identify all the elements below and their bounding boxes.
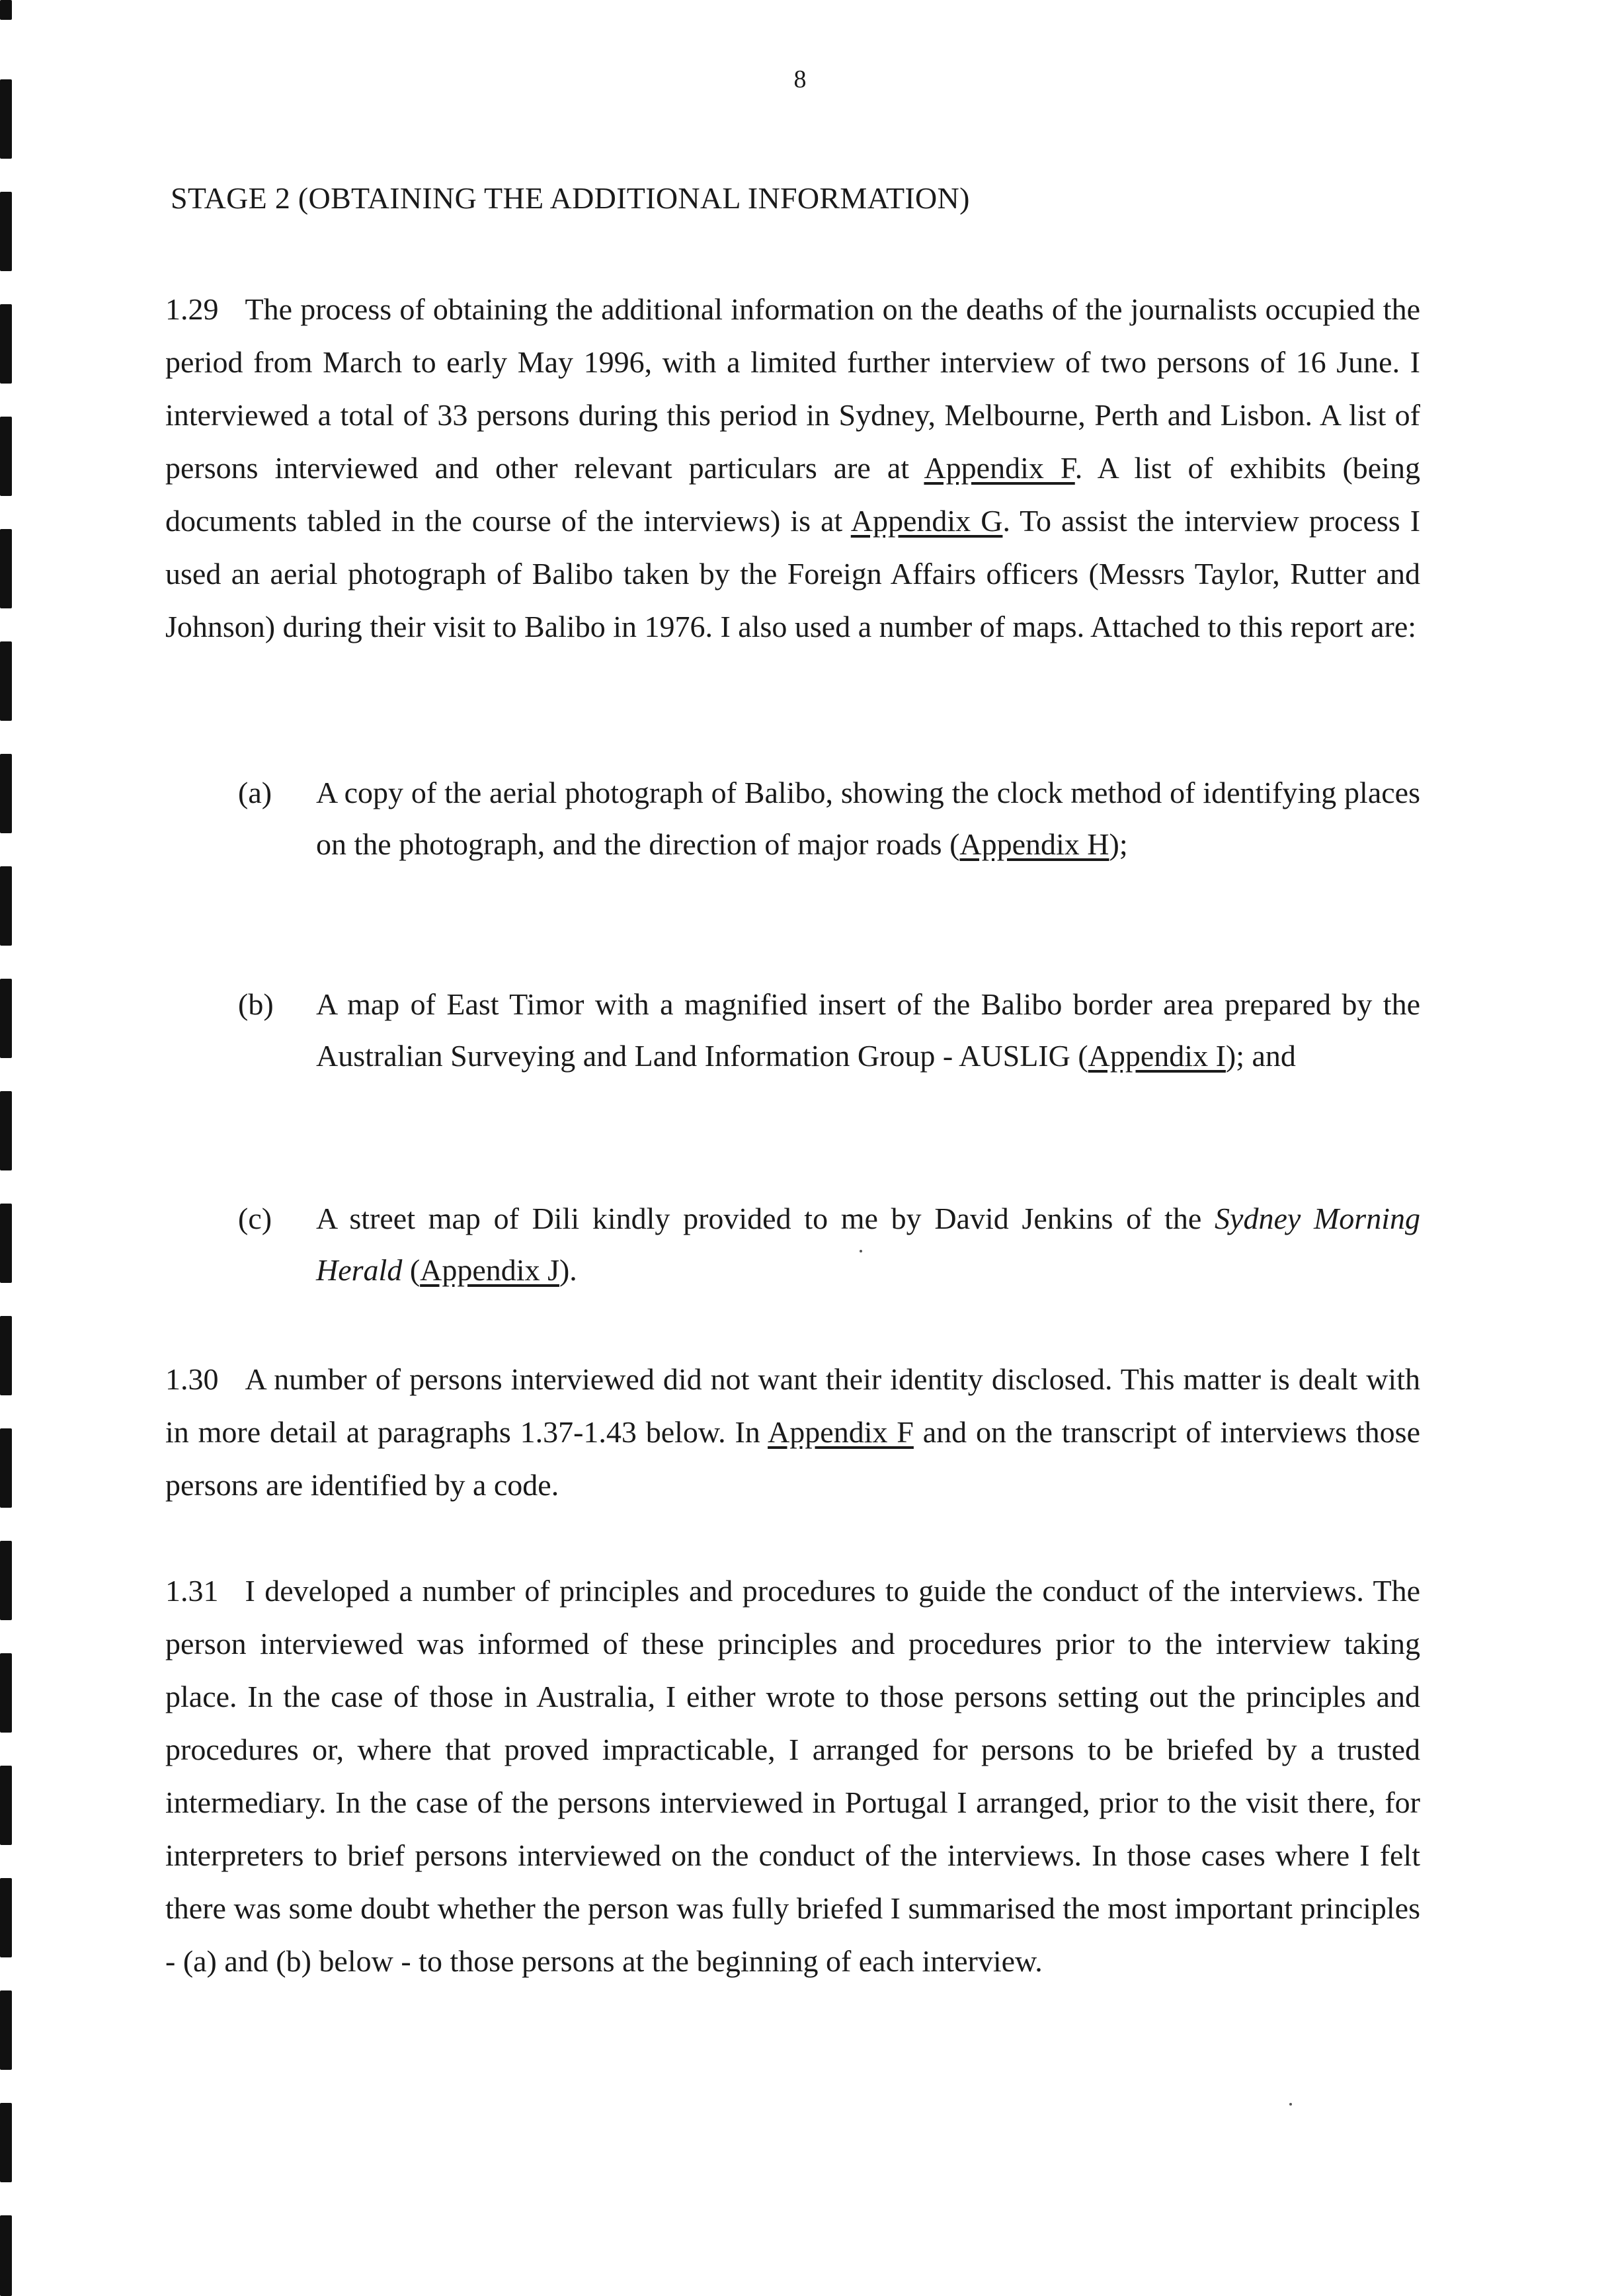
binder-mark xyxy=(0,641,12,721)
binder-mark xyxy=(0,1316,12,1395)
binder-mark xyxy=(0,79,12,159)
list-text: A copy of the aerial photograph of Balibo, showing the clock method of identifying places on the photograph, and the direction of major roads ( xyxy=(316,776,1420,861)
paragraph-text: . To assist the interview process I used an aerial photograph of Balibo taken by the Foreign Affairs officers (Messrs Taylor, Rutter and Johnson) during their visit to Balibo in 1976. I also used a number of maps. Attached to this report are: xyxy=(165,504,1421,643)
binder-marks xyxy=(0,0,15,2296)
binder-mark xyxy=(0,1091,12,1170)
scan-speck xyxy=(1289,2103,1292,2106)
binder-mark xyxy=(0,417,12,496)
paragraph-number: 1.31 xyxy=(165,1574,219,1608)
binder-mark xyxy=(0,304,12,384)
list-item-a xyxy=(238,767,1420,870)
binder-mark xyxy=(0,754,12,833)
appendix-h-link[interactable]: Appendix H xyxy=(959,827,1109,861)
appendix-j-link[interactable]: Appendix J xyxy=(420,1253,559,1287)
paragraph-text: A number of persons interviewed did not want their identity disclosed. This matter is dealt with in more detail at paragraphs 1.37-1.43 below. In xyxy=(165,1362,1420,1449)
list-label: (b) xyxy=(238,987,274,1021)
paragraph-number: 1.30 xyxy=(165,1362,219,1396)
appendix-g-link[interactable]: Appendix G xyxy=(850,504,1003,538)
list-text-end: ); and xyxy=(1225,1039,1296,1073)
newspaper-title: Sydney Morning Herald xyxy=(316,1202,1420,1287)
list-label: (a) xyxy=(238,776,272,809)
section-heading: STAGE 2 (OBTAINING THE ADDITIONAL INFORMATION) xyxy=(171,181,970,215)
binder-mark xyxy=(0,1990,12,2070)
binder-mark xyxy=(0,979,12,1058)
paragraph-number: 1.29 xyxy=(165,292,219,326)
binder-mark xyxy=(0,1766,12,1845)
binder-mark xyxy=(0,1428,12,1508)
binder-mark xyxy=(0,2103,12,2182)
scan-speck xyxy=(860,1250,862,1252)
appendix-f-link[interactable]: Appendix F xyxy=(768,1415,914,1449)
paragraph-1-31 xyxy=(165,1565,1420,1988)
binder-mark xyxy=(0,866,12,946)
paragraph-text: I developed a number of principles and procedures to guide the conduct of the interviews. The person interviewed was informed of these principles and procedures prior to the interview taking place. In the case of those in Australia, I either wrote to those persons setting out the principles and procedures or, where that proved impracticable, I arranged for persons to be briefed by a trusted intermediary. In the case of the persons interviewed in Portugal I arranged, prior to the visit there, for interpreters to brief persons interviewed on the conduct of the interviews. In those cases where I felt there was some doubt whether the person was fully briefed I summarised the most important principles - (a) and (b) below - to those persons at the beginning of each interview. xyxy=(165,1574,1420,1978)
binder-mark xyxy=(0,1653,12,1733)
binder-mark xyxy=(0,2215,12,2296)
appendix-f-link[interactable]: Appendix F xyxy=(924,451,1075,485)
list-text-end: ); xyxy=(1109,827,1128,861)
binder-mark xyxy=(0,1204,12,1283)
list-item-b xyxy=(238,979,1420,1082)
list-text-end: ). xyxy=(559,1253,577,1287)
list-text: A map of East Timor with a magnified insert of the Balibo border area prepared by the Australian Surveying and Land Information Group - AUSLIG ( xyxy=(316,987,1420,1073)
binder-mark xyxy=(0,529,12,608)
list-label: (c) xyxy=(238,1202,272,1235)
binder-mark xyxy=(0,1541,12,1620)
list-item-c xyxy=(238,1193,1420,1296)
paragraph-1-29 xyxy=(165,283,1420,653)
list-text: A street map of Dili kindly provided to me by David Jenkins of the xyxy=(316,1202,1215,1235)
paragraph-text: . A list of exhibits (being documents tabled in the course of the interviews) is at xyxy=(165,451,1420,538)
paragraph-1-30 xyxy=(165,1353,1420,1512)
binder-mark xyxy=(0,1878,12,1957)
paragraph-text: The process of obtaining the additional information on the deaths of the journalists occupied the period from March to early May 1996, with a limited further interview of two persons of 16 June. I interviewed a total of 33 persons during this period in Sydney, Melbourne, Perth and Lisbon. A list of persons interviewed and other relevant particulars are at xyxy=(165,292,1420,485)
appendix-i-link[interactable]: Appendix I xyxy=(1088,1039,1226,1073)
list-text-mid: ( xyxy=(402,1253,421,1287)
binder-mark xyxy=(0,192,12,271)
binder-mark xyxy=(0,0,12,20)
paragraph-text: and on the transcript of interviews those persons are identified by a code. xyxy=(165,1415,1420,1502)
page-number: 8 xyxy=(793,65,807,93)
